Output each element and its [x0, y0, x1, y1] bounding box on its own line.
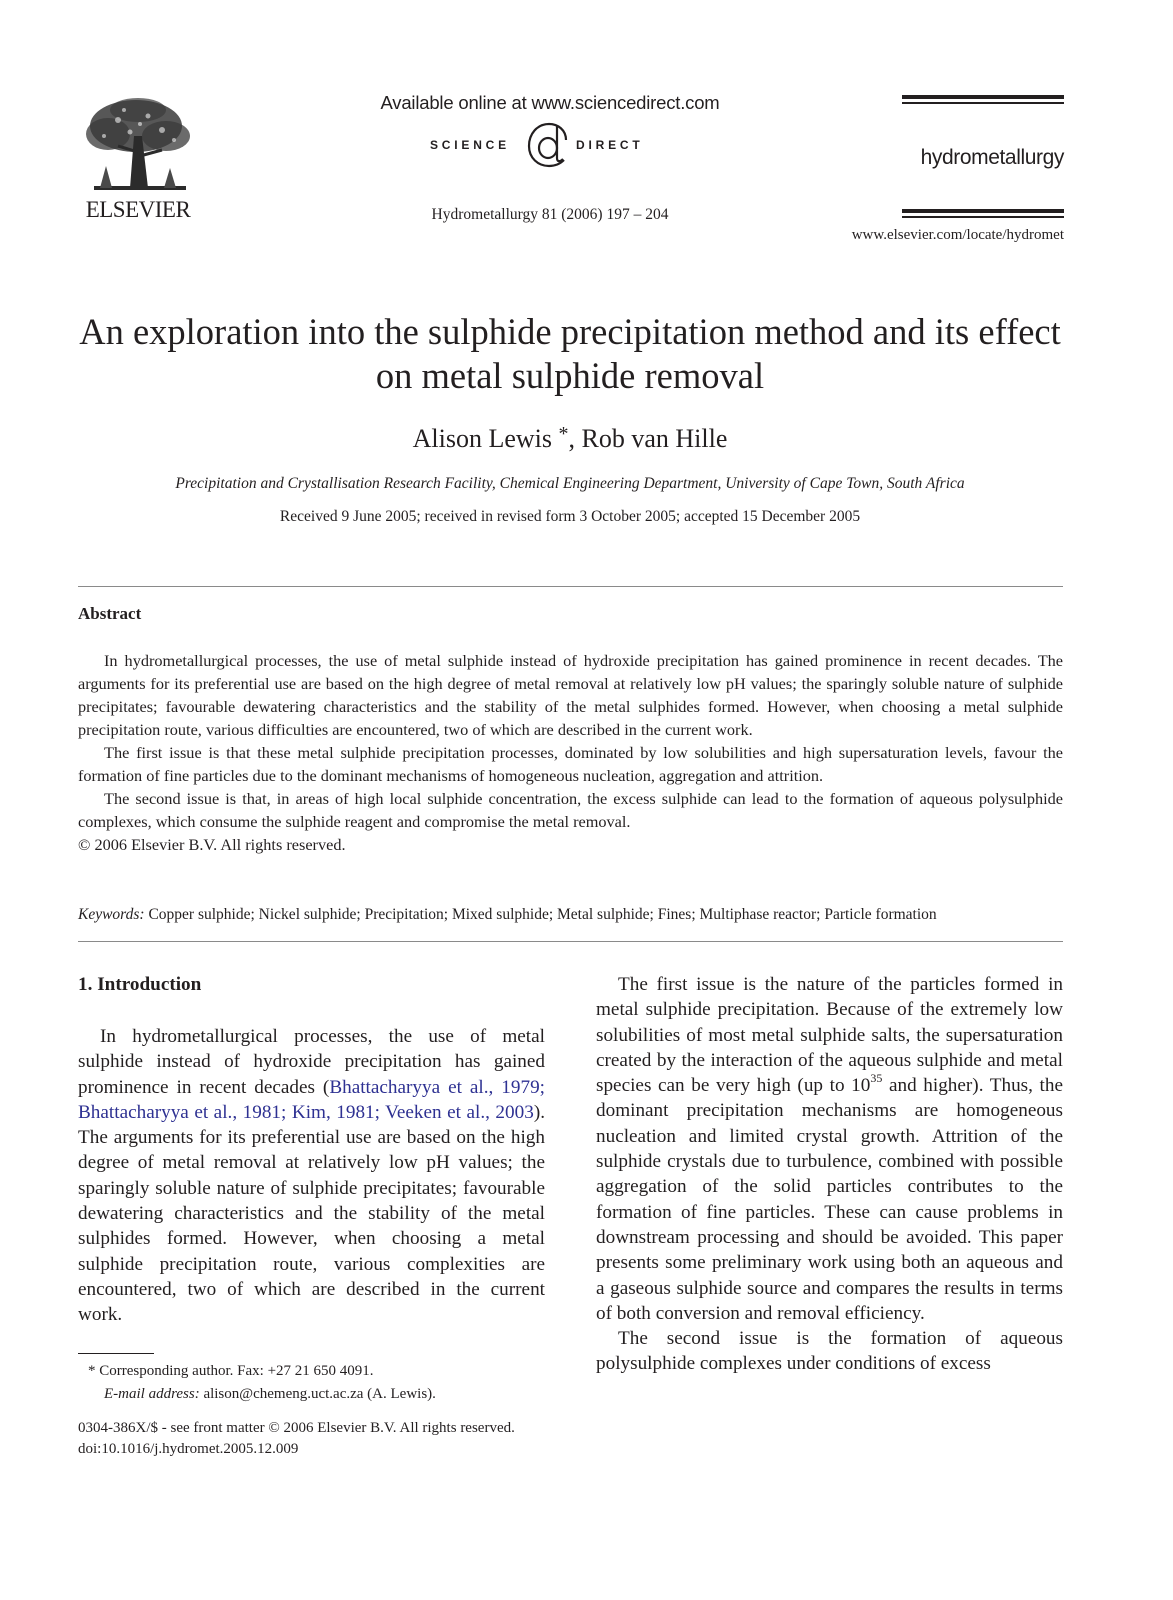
exponent: 35 — [870, 1071, 883, 1086]
journal-name: hydrometallurgy — [920, 146, 1064, 169]
keywords-label: Keywords: — [78, 906, 145, 923]
journal-rule-top-1 — [902, 95, 1064, 99]
abstract-body — [78, 649, 1063, 856]
title-line-2: on metal sulphide removal — [375, 355, 765, 396]
abstract-paragraph-2: The first issue is that these metal sulphide precipitation processes, dominated by low solubilities and high supersaturation levels, favour the formation of fine particles due to the dominant mechanisms of homogeneous nucleation, aggregation and attrition. — [78, 743, 1063, 785]
intro-paragraph-1 — [78, 1024, 545, 1328]
journal-citation: Hydrometallurgy 81 (2006) 197 – 204 — [431, 206, 669, 223]
journal-url[interactable]: www.elsevier.com/locate/hydromet — [851, 227, 1064, 243]
author-1: Alison Lewis — [412, 424, 552, 453]
corresponding-author-mark[interactable]: * — [558, 423, 569, 445]
footnote-email — [78, 1383, 558, 1406]
email-label: E-mail address: — [104, 1386, 200, 1402]
left-column — [78, 1024, 545, 1328]
section-heading: 1. Introduction — [78, 974, 202, 995]
divider-top — [78, 586, 1063, 587]
sciencedirect-right-word: DIRECT — [576, 138, 644, 152]
available-online-text: Available online at www.sciencedirect.com — [380, 92, 720, 113]
divider-bottom — [78, 941, 1063, 942]
elsevier-tree-icon — [78, 96, 198, 196]
front-matter-line-1: 0304-386X/$ - see front matter © 2006 Elsevier B.V. All rights reserved. — [78, 1420, 515, 1436]
intro-p1-text-a: In hydrometallurgical processes, the use of metal sulphide instead of hydroxide precipitation has gained prominence in recent decades ( — [78, 1026, 545, 1098]
front-matter — [78, 1418, 638, 1460]
journal-rule-bottom-1 — [902, 209, 1064, 213]
received-dates: Received 9 June 2005; received in revised form 3 October 2005; accepted 15 December 2005 — [279, 508, 861, 525]
keywords-list: Copper sulphide; Nickel sulphide; Precipitation; Mixed sulphide; Metal sulphide; Fines; Multiphase reactor; Particle formation — [148, 906, 937, 923]
right-column — [596, 972, 1063, 1377]
abstract-paragraph-1: In hydrometallurgical processes, the use of metal sulphide instead of hydroxide precipitation has gained prominence in recent decades. The arguments for its preferential use are based on the high degree of metal removal at relatively low pH values; the sparingly soluble nature of sulphide precipitates; favourable dewatering characteristics and the stability of the metal sulphides formed. However, when choosing a metal sulphide precipitation route, various difficulties are encountered, two of which are described in the current work. — [78, 651, 1063, 739]
author-2: Rob van Hille — [581, 424, 728, 453]
footnote — [78, 1360, 558, 1406]
journal-rule-bottom-2 — [902, 216, 1064, 218]
abstract-copyright: © 2006 Elsevier B.V. All rights reserved. — [78, 835, 346, 854]
footnote-corresponding: * Corresponding author. Fax: +27 21 650 4091. — [88, 1363, 374, 1379]
elsevier-logo — [78, 96, 198, 226]
article-title — [60, 310, 1080, 398]
footnote-rule — [78, 1353, 154, 1354]
author-separator: , — [568, 424, 582, 453]
intro-p2-text-a: The first issue is the nature of the particles formed in metal sulphide precipitation. Because of the extremely low solubilities of most metal sulphide salts, the supersaturation created by the interaction of the aqueous sulphide and metal species can be very high (up to 10 — [596, 974, 1063, 1097]
intro-paragraph-2 — [596, 972, 1063, 1326]
email-address[interactable]: alison@chemeng.uct.ac.za (A. Lewis). — [199, 1386, 436, 1402]
reference-links[interactable]: Bhattacharyya et al., 1979; Bhattacharyya et al., 1981; Kim, 1981; Veeken et al., 2003 — [78, 1076, 545, 1123]
intro-p1-text-b: ). The arguments for its preferential use are based on the high degree of metal removal at relatively low pH values; the sparingly soluble nature of sulphide precipitates; favourable dewatering characteristics and the stability of the metal sulphides formed. However, when choosing a metal sulphide precipitation route, various complexities are encountered, two of which are described in the current work. — [78, 1101, 545, 1326]
journal-rule-top-2 — [902, 102, 1064, 104]
doi-line[interactable]: doi:10.1016/j.hydromet.2005.12.009 — [78, 1441, 299, 1457]
sciencedirect-at-icon — [522, 118, 576, 172]
keywords-line — [78, 906, 1063, 924]
abstract-heading: Abstract — [78, 604, 142, 623]
author-list — [200, 424, 940, 454]
affiliation: Precipitation and Crystallisation Research Facility, Chemical Engineering Department, University of Cape Town, South Africa — [175, 475, 965, 492]
title-line-1: An exploration into the sulphide precipitation method and its effect — [79, 311, 1061, 352]
publisher-name: ELSEVIER — [85, 197, 191, 222]
intro-p2-text-b: and higher). Thus, the dominant precipitation mechanisms are homogeneous nucleation and limited crystal growth. Attrition of the sulphide crystals due to turbulence, combined with possible aggregation of the solid particles contributes to the formation of fine particles. These can cause problems in downstream processing and should be avoided. This paper presents some preliminary work using both an aqueous and a gaseous sulphide source and compares the results in terms of both conversion and removal efficiency. — [596, 1075, 1063, 1324]
intro-paragraph-3: The second issue is the formation of aqueous polysulphide complexes under conditions of excess — [596, 1328, 1063, 1375]
abstract-paragraph-3: The second issue is that, in areas of high local sulphide concentration, the excess sulphide can lead to the formation of aqueous polysulphide complexes, which consume the sulphide reagent and compromise the metal removal. — [78, 789, 1063, 831]
sciencedirect-logo — [420, 118, 680, 172]
sciencedirect-left-word: SCIENCE — [430, 138, 510, 152]
